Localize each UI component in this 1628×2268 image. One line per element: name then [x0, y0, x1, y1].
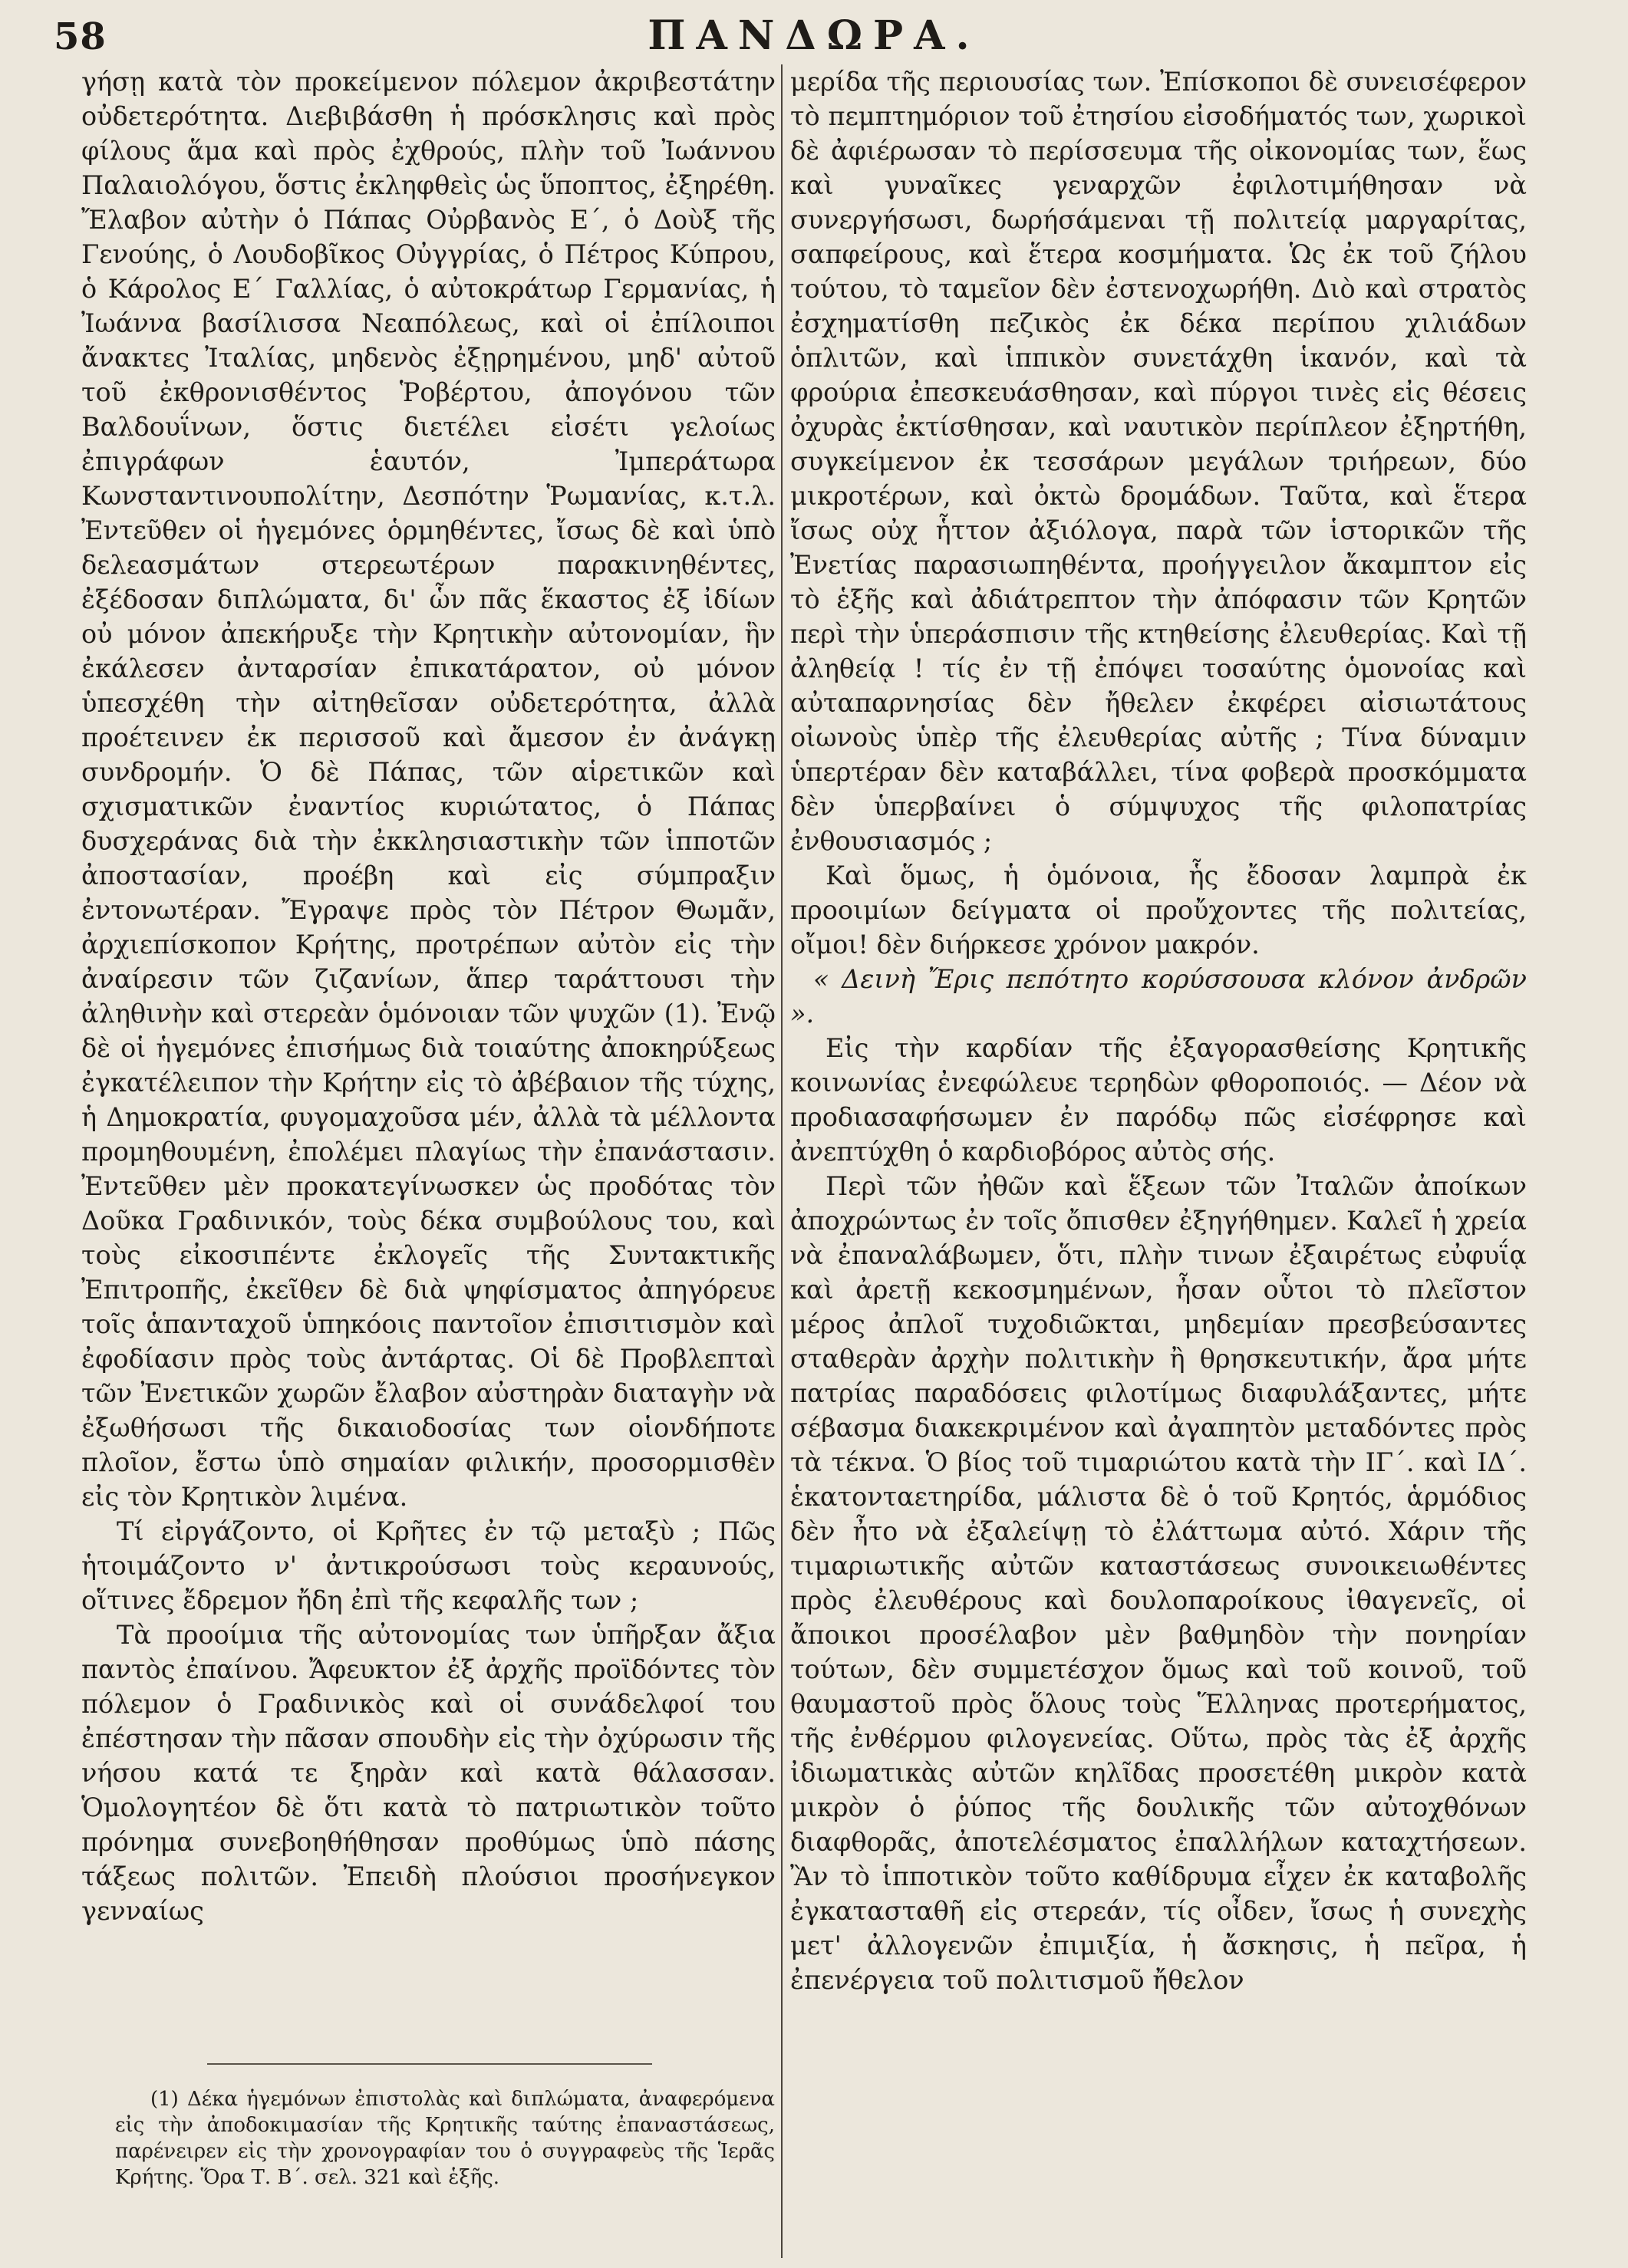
column-divider [781, 64, 783, 2258]
page-number: 58 [54, 15, 107, 58]
left-paragraph-1: γήσῃ κατὰ τὸν προκείμενον πόλεμον ἀκριβεστάτην οὐδετερότητα. Διεβιβάσθη ἡ πρόσκλησις καὶ πρὸς φίλους ἅμα καὶ πρὸς ἐχθρούς, πλὴν τοῦ Ἰωάννου Παλαιολόγου, ὅστις ἐκληφθεὶς ὡς ὕποπτος, ἐξηρέθη. Ἔλαβον αὐτὴν ὁ Πάπας Οὐρβανὸς Ε΄, ὁ Δοὺξ τῆς Γενούης, ὁ Λουδοβῖκος Οὐγγρίας, ὁ Πέτρος Κύπρου, ὁ Κάρολος Ε΄ Γαλλίας, ὁ αὐτοκράτωρ Γερμανίας, ἡ Ἰωάννα βασίλισσα Νεαπόλεως, καὶ οἱ ἐπίλοιποι ἄνακτες Ἰταλίας, μηδενὸς ἐξῃρημένου, μηδ' αὐτοῦ τοῦ ἐκθρονισθέντος Ῥοβέρτου, ἀπογόνου τῶν Βαλδουΐνων, ὅστις διετέλει εἰσέτι γελοίως ἐπιγράφων ἑαυτόν, Ἰμπεράτωρα Κωνσταντινουπολίτην, Δεσπότην Ῥωμανίας, κ.τ.λ. Ἐντεῦθεν οἱ ἡγεμόνες ὁρμηθέντες, ἴσως δὲ καὶ ὑπὸ δελεασμάτων στερεωτέρων παρακινηθέντες, ἐξέδοσαν διπλώματα, δι' ὧν πᾶς ἕκαστος ἐξ ἰδίων οὐ μόνον ἀπεκήρυξε τὴν Κρητικὴν αὐτονομίαν, ἣν ἐκάλεσεν ἀνταρσίαν ἐπικατάρατον, οὐ μόνον ὑπεσχέθη τὴν αἰτηθεῖσαν οὐδετερότητα, ἀλλὰ προέτεινεν ἐκ περισσοῦ καὶ ἄμεσον ἐν ἀνάγκῃ συνδρομήν. Ὁ δὲ Πάπας, τῶν αἱρετικῶν καὶ σχισματικῶν ἐναντίος κυριώτατος, ὁ Πάπας δυσχεράνας διὰ τὴν ἐκκλησιαστικὴν τῶν ἱπποτῶν ἀποστασίαν, προέβη καὶ εἰς σύμπραξιν ἐντονωτέραν. Ἔγραψε πρὸς τὸν Πέτρον Θωμᾶν, ἀρχιεπίσκοπον Κρήτης, προτρέπων αὐτὸν εἰς τὴν ἀναίρεσιν τῶν ζιζανίων, ἅπερ ταράττουσι τὴν ἀληθινὴν καὶ στερεὰν ὁμόνοιαν τῶν ψυχῶν (1). Ἐνῷ δὲ οἱ ἡγεμόνες ἐπισήμως διὰ τοιαύτης ἀποκηρύξεως ἐγκατέλειπον τὴν Κρήτην εἰς τὸ ἀβέβαιον τῆς τύχης, ἡ Δημοκρατία, φυγομαχοῦσα μέν, ἀλλὰ τὰ μέλλοντα προμηθουμένη, ἐπολέμει πλαγίως τὴν ἐπανάστασιν. Ἐντεῦθεν μὲν προκατεγίνωσκεν ὡς προδότας τὸν Δοῦκα Γραδινικόν, τοὺς δέκα συμβούλους του, καὶ τοὺς εἰκοσιπέντε ἐκλογεῖς τῆς Συντακτικῆς Ἐπιτροπῆς, ἐκεῖθεν δὲ διὰ ψηφίσματος ἀπηγόρευε τοῖς ἁπανταχοῦ ὑπηκόοις παντοῖον ἐπισιτισμὸν καὶ ἐφοδίασιν πρὸς τοὺς ἀντάρτας. Οἱ δὲ Προβλεπταὶ τῶν Ἐνετικῶν χωρῶν ἔλαβον αὐστηρὰν διαταγὴν νὰ ἐξωθήσωσι τῆς δικαιοδοσίας των οἱονδήποτε πλοῖον, ἔστω ὑπὸ σημαίαν φιλικήν, προσορμισθὲν εἰς τὸν Κρητικὸν λιμένα. [81, 67, 776, 1512]
footnote [115, 2086, 775, 2191]
right-paragraph-3: Εἰς τὴν καρδίαν τῆς ἐξαγορασθείσης Κρητικῆς κοινωνίας ἐνεφώλευε τερηδὼν φθοροποιός. — Δέον νὰ προδιασαφήσωμεν ἐν παρόδῳ πῶς εἰσέφρησε καὶ ἀνεπτύχθη ὁ καρδιοβόρος αὐτὸς σής. [790, 1033, 1527, 1167]
footnote-rule [207, 2063, 652, 2065]
left-column [81, 64, 776, 1928]
left-paragraph-3: Τὰ προοίμια τῆς αὐτονομίας των ὑπῆρξαν ἄξια παντὸς ἐπαίνου. Ἄφευκτον ἐξ ἀρχῆς προϊδόντες τὸν πόλεμον ὁ Γραδινικὸς καὶ οἱ συνάδελφοί του ἐπέστησαν τὴν πᾶσαν σπουδὴν εἰς τὴν ὀχύρωσιν τῆς νήσου κατά τε ξηρὰν καὶ κατὰ θάλασσαν. Ὁμολογητέον δὲ ὅτι κατὰ τὸ πατριωτικὸν τοῦτο πρόνημα συνεβοηθήθησαν προθύμως ὑπὸ πάσης τάξεως πολιτῶν. Ἐπειδὴ πλούσιοι προσήνεγκον γενναίως [81, 1620, 776, 1926]
journal-title: ΠΑΝΔΩΡΑ. [648, 12, 980, 59]
page-header [54, 5, 1574, 71]
right-paragraph-2: Καὶ ὅμως, ἡ ὁμόνοια, ἧς ἔδοσαν λαμπρὰ ἐκ προοιμίων δείγματα οἱ προὔχοντες τῆς πολιτείας, οἴμοι! δὲν διήρκεσε χρόνον μακρόν. [790, 861, 1527, 960]
right-column [790, 64, 1527, 1997]
right-paragraph-4: Περὶ τῶν ἠθῶν καὶ ἕξεων τῶν Ἰταλῶν ἀποίκων ἀποχρώντως ἐν τοῖς ὄπισθεν ἐξηγήθημεν. Καλεῖ ἡ χρεία νὰ ἐπαναλάβωμεν, ὅτι, πλὴν τινων ἐξαιρέτως εὐφυΐᾳ καὶ ἀρετῇ κεκοσμημένων, ἦσαν οὗτοι τὸ πλεῖστον μέρος ἀπλοῖ τυχοδιῶκται, μηδεμίαν πρεσβεύσαντες σταθερὰν ἀρχὴν πολιτικὴν ἢ θρησκευτικήν, ἄρα μήτε πατρίας παραδόσεις φιλοτίμως διαφυλάξαντες, μήτε σέβασμα διακεκριμένον καὶ ἀγαπητὸν μεταδόντες πρὸς τὰ τέκνα. Ὁ βίος τοῦ τιμαριώτου κατὰ τὴν ΙΓ΄. καὶ ΙΔ΄. ἑκατονταετηρίδα, μάλιστα δὲ ὁ τοῦ Κρητός, ἁρμόδιος δὲν ἦτο νὰ ἐξαλείψῃ τὸ ἐλάττωμα αὐτό. Χάριν τῆς τιμαριωτικῆς αὐτῶν καταστάσεως συνοικειωθέντες πρὸς ἐλευθέρους καὶ δουλοπαροίκους ἰθαγενεῖς, οἱ ἄποικοι προσέλαβον μὲν βαθμηδὸν τὴν πονηρίαν τούτων, δὲν συμμετέσχον ὅμως καὶ τοῦ κοινοῦ, τοῦ θαυμαστοῦ πρὸς ὅλους τοὺς Ἕλληνας προτερήματος, τῆς ἐνθέρμου φιλογενείας. Οὕτω, πρὸς τὰς ἐξ ἀρχῆς ἰδιωματικὰς αὐτῶν κηλῖδας προσετέθη μικρὸν κατὰ μικρὸν ὁ ῥύπος τῆς δουλικῆς τῶν αὐτοχθόνων διαφθορᾶς, ἀποτελέσματος ἐπαλλήλων καταχτήσεων. Ἂν τὸ ἱπποτικὸν τοῦτο καθίδρυμα εἶχεν ἐκ καταβολῆς ἐγκατασταθῆ εἰς στερεάν, τίς οἶδεν, ἴσως ἡ συνεχὴς μετ' ἀλλογενῶν ἐπιμιξία, ἡ ἄσκησις, ἡ πεῖρα, ἡ ἐπενέργεια τοῦ πολιτισμοῦ ἤθελον [790, 1171, 1527, 1995]
left-paragraph-2: Τί εἰργάζοντο, οἱ Κρῆτες ἐν τῷ μεταξὺ ; Πῶς ἡτοιμάζοντο ν' ἀντικρούσωσι τοὺς κεραυνούς, οἵτινες ἔδρεμον ἤδη ἐπὶ τῆς κεφαλῆς των ; [81, 1516, 776, 1615]
right-paragraph-1: μερίδα τῆς περιουσίας των. Ἐπίσκοποι δὲ συνεισέφερον τὸ πεμπτημόριον τοῦ ἐτησίου εἰσοδήματός των, χωρικοὶ δὲ ἀφιέρωσαν τὸ περίσσευμα τῆς οἰκονομίας των, ἕως καὶ γυναῖκες γεναρχῶν ἐφιλοτιμήθησαν νὰ συνεργήσωσι, δωρήσάμεναι τῇ πολιτείᾳ μαργαρίτας, σαπφείρους, καὶ ἕτερα κοσμήματα. Ὡς ἐκ τοῦ ζήλου τούτου, τὸ ταμεῖον δὲν ἐστενοχωρήθη. Διὸ καὶ στρατὸς ἐσχηματίσθη πεζικὸς ἐκ δέκα περίπου χιλιάδων ὁπλιτῶν, καὶ ἱππικὸν συνετάχθη ἱκανόν, καὶ τὰ φρούρια ἐπεσκευάσθησαν, καὶ πύργοι τινὲς εἰς θέσεις ὀχυρὰς ἐκτίσθησαν, καὶ ναυτικὸν περίπλεον ἐξηρτήθη, συγκείμενον ἐκ τεσσάρων μεγάλων τριήρεων, δύο μικροτέρων, καὶ ὀκτὼ δρομάδων. Ταῦτα, καὶ ἕτερα ἴσως οὐχ ἧττον ἀξιόλογα, παρὰ τῶν ἱστορικῶν τῆς Ἐνετίας παρασιωπηθέντα, προήγγειλον ἄκαμπτον εἰς τὸ ἑξῆς καὶ ἀδιάτρεπτον τὴν ἀπόφασιν τῶν Κρητῶν περὶ τὴν ὑπεράσπισιν τῆς κτηθείσης ἐλευθερίας. Καὶ τῇ ἀληθείᾳ ! τίς ἐν τῇ ἐπόψει τοσαύτης ὁμονοίας καὶ αὐταπαρνησίας δὲν ἤθελεν ἐκφέρει αἰσιωτάτους οἰωνοὺς ὑπὲρ τῆς ἐλευθερίας αὐτῆς ; Τίνα δύναμιν ὑπερτέραν δὲν καταβάλλει, τίνα φοβερὰ προσκόμματα δὲν ὑπερβαίνει ὁ σύμψυχος τῆς φιλοπατρίας ἐνθουσιασμός ; [790, 67, 1527, 856]
footnote-text: (1) Δέκα ἡγεμόνων ἐπιστολὰς καὶ διπλώματα, ἀναφερόμενα εἰς τὴν ἀποδοκιμασίαν τῆς Κρητικῆς ταύτης ἐπαναστάσεως, παρένειρεν εἰς τὴν χρονογραφίαν του ὁ συγγραφεὺς τῆς Ἱερᾶς Κρήτης. Ὅρα Τ. Β΄. σελ. 321 καὶ ἑξῆς. [115, 2088, 775, 2189]
homer-quote: « Δεινὴ Ἔρις πεπότητο κορύσσουσα κλόνον ἀνδρῶν ». [790, 964, 1527, 1029]
